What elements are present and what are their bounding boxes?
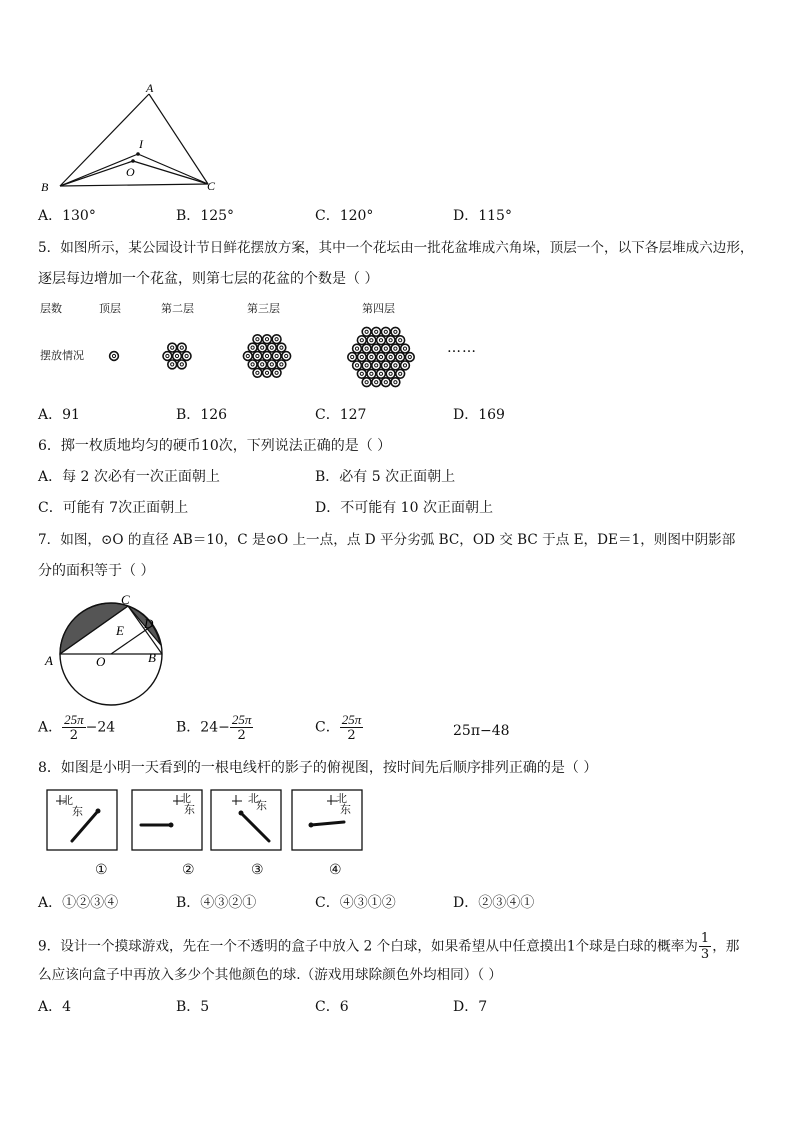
flower-pot	[110, 352, 119, 361]
flower-pot	[367, 336, 376, 345]
label-A: A	[45, 653, 53, 668]
q9-option-d[interactable]: D．7	[453, 999, 488, 1015]
flower-pot	[277, 360, 286, 369]
q4-option-c[interactable]: C．120°	[315, 208, 374, 224]
q4-option-b[interactable]: B．125°	[176, 208, 235, 224]
flower-pot	[357, 336, 366, 345]
label-B: B	[148, 650, 156, 665]
triangle-figure	[36, 82, 226, 197]
q9-line1-a: 9．设计一个摸球游戏，先在一个不透明的盒子中放入 2 个白球，如果希望从中任意摸出1个球是白球的概率为	[38, 938, 698, 955]
q7-b-fraction	[230, 712, 254, 743]
q8-option-d[interactable]: D．②③④①	[453, 895, 535, 911]
flower-pot	[381, 361, 390, 370]
flower-pot	[182, 352, 191, 361]
fig-ellipsis: ……	[447, 340, 477, 356]
q7-a-den: 2	[69, 728, 79, 743]
east-label-4: 东	[340, 803, 351, 816]
north-label-1: 北	[62, 794, 73, 807]
flower-pot	[401, 344, 410, 353]
q7-a-prefix: A．	[38, 719, 63, 736]
panel-label-2: ②	[182, 862, 195, 878]
q9-frac-num: 1	[700, 931, 710, 946]
flower-pot	[362, 361, 371, 370]
q7-b-prefix: B．24−	[176, 719, 230, 736]
q8-option-b[interactable]: B．④③②①	[176, 895, 257, 911]
flower-pot	[272, 368, 281, 377]
east-label-1: 东	[72, 805, 83, 818]
q5-option-b[interactable]: B．126	[176, 407, 228, 423]
q8-option-a[interactable]: A．①②③④	[38, 895, 119, 911]
flower-pot	[248, 343, 257, 352]
q6-option-d[interactable]: D．不可能有 10 次正面朝上	[315, 500, 493, 516]
flower-pot	[267, 360, 276, 369]
flower-pot	[377, 336, 386, 345]
flower-pot	[243, 352, 252, 361]
flower-pot	[168, 360, 177, 369]
q6-stem: 6．掷一枚质地均匀的硬币10次，下列说法正确的是（ ）	[38, 438, 392, 454]
flower-pot	[177, 360, 186, 369]
flower-pot	[372, 344, 381, 353]
flower-pot	[253, 352, 262, 361]
q4-option-d[interactable]: D．115°	[453, 208, 512, 224]
flower-pot	[396, 369, 405, 378]
fig-row-label: 层数	[40, 302, 62, 315]
flower-pots-hexagons	[0, 320, 460, 400]
flower-pot	[277, 343, 286, 352]
q9-stem-line1	[38, 931, 739, 962]
q8-option-c[interactable]: C．④③①②	[315, 895, 396, 911]
label-B: B	[41, 180, 49, 194]
flower-pot	[163, 352, 172, 361]
q7-a-suffix: −24	[85, 719, 116, 736]
fig-third-label: 第三层	[247, 302, 280, 315]
q7-stem-line2: 分的面积等于（ ）	[38, 563, 155, 579]
flower-pot	[357, 353, 366, 362]
q6-option-a[interactable]: A．每 2 次必有一次正面朝上	[38, 469, 220, 485]
circle-figure	[40, 593, 170, 708]
panel-label-4: ④	[329, 862, 342, 878]
flower-pot	[267, 343, 276, 352]
panel-label-3: ③	[251, 862, 264, 878]
shadow-panels	[46, 789, 366, 853]
q5-option-d[interactable]: D．169	[453, 407, 505, 423]
q9-line1-b: ，那	[712, 938, 740, 955]
flower-pot	[391, 327, 400, 336]
flower-pot	[253, 335, 262, 344]
q7-c-den: 2	[347, 728, 356, 743]
q5-stem-line2: 逐层每边增加一个花盆，则第七层的花盆的个数是（ ）	[38, 271, 379, 287]
north-label-4: 北	[336, 792, 347, 805]
east-label-2: 东	[184, 803, 195, 816]
flower-pot	[391, 361, 400, 370]
flower-pot	[372, 361, 381, 370]
q9-option-c[interactable]: C．6	[315, 999, 349, 1015]
q7-option-c[interactable]	[315, 712, 363, 743]
q8-stem: 8．如图是小明一天看到的一根电线杆的影子的俯视图，按时间先后顺序排列正确的是（ ）	[38, 760, 598, 776]
flower-pot	[367, 369, 376, 378]
flower-pot	[272, 352, 281, 361]
flower-pot	[381, 344, 390, 353]
q7-b-den: 2	[237, 728, 246, 743]
flower-pot	[177, 343, 186, 352]
flower-pot	[377, 369, 386, 378]
flower-pot	[173, 352, 182, 361]
q7-b-num: 25π	[231, 712, 252, 727]
flower-pot	[362, 327, 371, 336]
flower-pot	[362, 378, 371, 387]
label-O: O	[126, 165, 135, 179]
q6-option-b[interactable]: B．必有 5 次正面朝上	[315, 469, 456, 485]
flower-pot	[391, 344, 400, 353]
north-label-2: 北	[180, 792, 191, 805]
fig-placement-label: 摆放情况	[40, 349, 84, 362]
q5-option-c[interactable]: C．127	[315, 407, 367, 423]
flower-pot	[362, 344, 371, 353]
flower-pot	[377, 353, 386, 362]
q7-option-b[interactable]	[176, 712, 253, 743]
flower-pot	[168, 343, 177, 352]
flower-pot	[272, 335, 281, 344]
flower-pot	[405, 353, 414, 362]
flower-pot	[258, 360, 267, 369]
east-label-3: 东	[256, 799, 267, 812]
q6-option-c[interactable]: C．可能有 7次正面朝上	[38, 500, 189, 516]
q7-c-prefix: C．	[315, 719, 340, 736]
flower-pot	[348, 353, 357, 362]
flower-pot	[391, 378, 400, 387]
fig-fourth-label: 第四层	[362, 302, 395, 315]
q9-option-a[interactable]: A．4	[38, 999, 72, 1015]
q7-c-fraction	[340, 712, 364, 743]
label-I: I	[139, 137, 143, 151]
flower-pot	[353, 361, 362, 370]
flower-pot	[263, 368, 272, 377]
flower-pot	[381, 378, 390, 387]
panel-label-1: ①	[95, 862, 108, 878]
q7-a-num: 25π	[64, 712, 84, 727]
flower-pot	[396, 353, 405, 362]
flower-pot	[396, 336, 405, 345]
flower-pot	[353, 344, 362, 353]
flower-pot	[253, 368, 262, 377]
q7-option-a[interactable]	[38, 712, 115, 743]
flower-pot	[258, 343, 267, 352]
q9-stem-line2: 么应该向盒子中再放入多少个其他颜色的球.（游戏用球除颜色外均相同）（ ）	[38, 967, 503, 983]
q9-option-b[interactable]: B．5	[176, 999, 210, 1015]
flower-pot	[263, 352, 272, 361]
q7-a-fraction	[62, 712, 86, 743]
label-C: C	[121, 593, 130, 607]
q9-fraction	[699, 931, 711, 962]
fig-top-label: 顶层	[99, 302, 121, 315]
q7-c-num: 25π	[341, 712, 362, 727]
flower-pot	[367, 353, 376, 362]
flower-pot	[372, 327, 381, 336]
q9-frac-den: 3	[700, 947, 710, 962]
fig-second-label: 第二层	[161, 302, 194, 315]
label-A: A	[146, 82, 154, 95]
q7-option-d[interactable]: 25π−48	[453, 723, 510, 739]
flower-pot	[263, 335, 272, 344]
label-O: O	[96, 654, 106, 669]
flower-pot	[401, 361, 410, 370]
flower-pot	[248, 360, 257, 369]
north-label-3: 北	[248, 792, 259, 805]
label-C: C	[207, 179, 216, 193]
flower-pot	[386, 369, 395, 378]
label-D: D	[144, 616, 154, 631]
flower-pot	[282, 352, 291, 361]
flower-pot	[372, 378, 381, 387]
label-E: E	[116, 623, 124, 638]
flower-pot	[386, 353, 395, 362]
q4-option-a[interactable]: A．130°	[38, 208, 96, 224]
flower-pot	[381, 327, 390, 336]
q7-stem-line1: 7．如图，⊙O 的直径 AB＝10，C 是⊙O 上一点，点 D 平分劣弧 BC，OD 交 BC 于点 E，DE＝1，则图中阴影部	[38, 532, 736, 548]
q5-option-a[interactable]: A．91	[38, 407, 80, 423]
q5-stem-line1: 5．如图所示，某公园设计节日鲜花摆放方案，其中一个花坛由一批花盆堆成六角垛，顶层一个，以下各层堆成六边形，	[38, 240, 754, 256]
flower-pot	[386, 336, 395, 345]
flower-pot	[357, 369, 366, 378]
